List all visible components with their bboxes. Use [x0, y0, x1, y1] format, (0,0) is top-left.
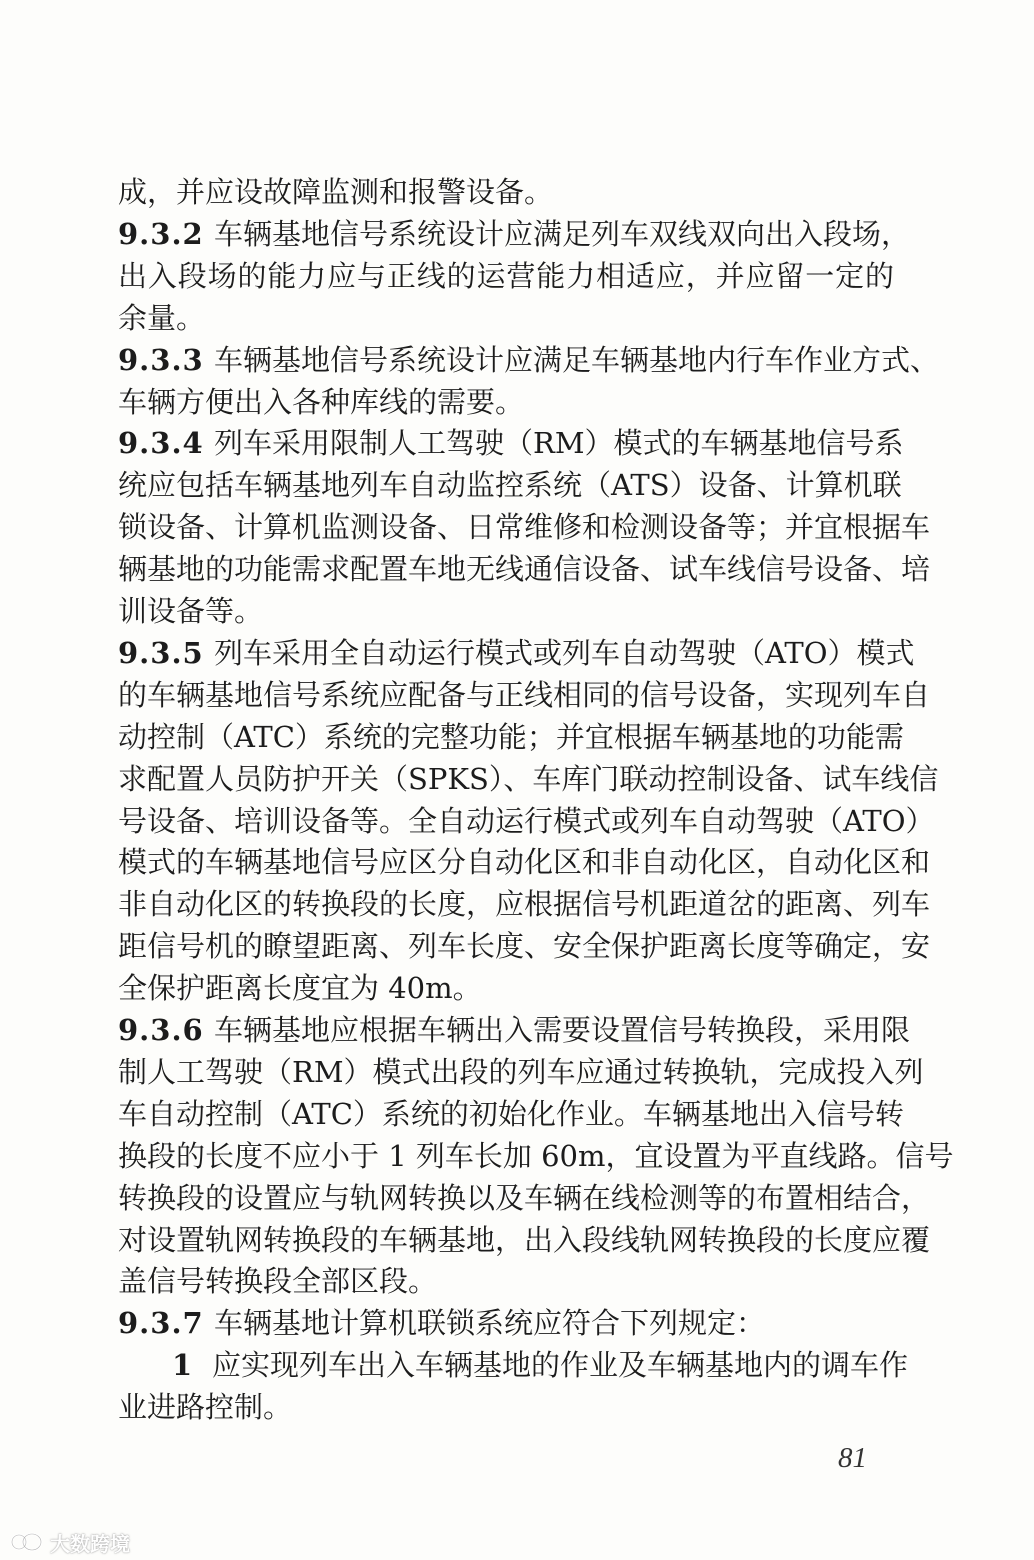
clause-first-line: [118, 1303, 894, 1344]
text-line: [118, 1052, 924, 1093]
line-text: 车辆基地信号系统设计应满足列车双线双向出入段场，: [214, 216, 911, 251]
line-text: 模式的车辆基地信号应区分自动化区和非自动化区，自动化区和: [118, 845, 931, 880]
line-text: 换段的长度不应小于 1 列车长加 60m，宜设置为平直线路。信号: [118, 1138, 954, 1173]
text-line: [118, 382, 894, 423]
text-line: [118, 801, 935, 842]
line-text: 出入段场的能力应与正线的运营能力相适应，并应留一定的: [118, 258, 894, 293]
line-text: 车自动控制（ATC）系统的初始化作业。车辆基地出入信号转: [118, 1096, 904, 1131]
text-line: [118, 968, 894, 1009]
clause-first-line: [118, 340, 940, 381]
text-line: [118, 465, 902, 506]
clause-number: 9.3.7: [118, 1306, 204, 1341]
line-text: 列车采用限制人工驾驶（RM）模式的车辆基地信号系: [214, 426, 904, 461]
line-text: 距信号机的瞭望距离、列车长度、安全保护距离长度等确定，安: [118, 929, 931, 964]
line-text: 全保护距离长度宜为 40m。: [118, 971, 482, 1006]
line-text: 非自动化区的转换段的长度，应根据信号机距道岔的距离、列车: [118, 887, 931, 922]
text-line: [118, 549, 931, 590]
clause-first-line: [118, 633, 915, 674]
clause-number: 9.3.2: [118, 216, 204, 251]
line-text: 应实现列车出入车辆基地的作业及车辆基地内的调车作: [212, 1348, 909, 1383]
line-text: 车辆基地计算机联锁系统应符合下列规定：: [214, 1306, 766, 1341]
text-line: [118, 926, 931, 967]
text-line: [118, 717, 904, 758]
line-text: 锁设备、计算机监测设备、日常维修和检测设备等；并宜根据车: [118, 510, 931, 545]
clause-number: 9.3.4: [118, 426, 204, 461]
line-text: 统应包括车辆基地列车自动监控系统（ATS）设备、计算机联: [118, 468, 902, 503]
line-text: 业进路控制。: [118, 1390, 293, 1425]
text-line: [118, 256, 894, 297]
text-line: [118, 842, 931, 883]
clause-number: 9.3.3: [118, 342, 204, 377]
text-line: [118, 759, 939, 800]
text-line: [118, 1136, 954, 1177]
line-text: 转换段的设置应与轨网转换以及车辆在线检测等的布置相结合，: [118, 1180, 931, 1215]
line-text: 号设备、培训设备等。全自动运行模式或列车自动驾驶（ATO）: [118, 803, 935, 838]
line-text: 对设置轨网转换段的车辆基地，出入段线轨网转换段的长度应覆: [118, 1222, 931, 1257]
clause-first-line: [172, 1345, 909, 1386]
text-line: [118, 1220, 931, 1261]
clause-number: 9.3.5: [118, 635, 204, 670]
clause-first-line: [118, 214, 911, 255]
clause-first-line: [118, 423, 904, 464]
line-text: 余量。: [118, 300, 206, 335]
line-text: 车辆基地应根据车辆出入需要设置信号转换段，采用限: [214, 1013, 911, 1047]
watermark-text: 大数跨境: [50, 1531, 130, 1556]
line-text: 列车采用全自动运行模式或列车自动驾驶（ATO）模式: [214, 635, 915, 670]
text-line: [118, 884, 931, 925]
text-line: [118, 172, 894, 213]
clause-number: 9.3.6: [118, 1013, 204, 1047]
line-text: 成，并应设故障监测和报警设备。: [118, 175, 554, 209]
text-line: [118, 1387, 894, 1428]
line-text: 动控制（ATC）系统的完整功能；并宜根据车辆基地的功能需: [118, 719, 904, 754]
text-line: [118, 591, 894, 632]
page-number: 81: [838, 1442, 867, 1474]
watermark-logo-icon: [10, 1531, 44, 1553]
text-line: [118, 1178, 931, 1219]
line-text: 盖信号转换段全部区段。: [118, 1264, 438, 1299]
clause-first-line: [118, 1010, 911, 1051]
watermark: [10, 1528, 130, 1556]
text-line: [118, 675, 931, 716]
text-line: [118, 298, 894, 339]
item-number: 1: [172, 1348, 194, 1383]
line-text: 的车辆基地信号系统应配备与正线相同的信号设备，实现列车自: [118, 677, 931, 712]
line-text: 训设备等。: [118, 594, 264, 628]
text-line: [118, 1261, 894, 1302]
line-text: 制人工驾驶（RM）模式出段的列车应通过转换轨，完成投入列: [118, 1054, 924, 1089]
line-text: 辆基地的功能需求配置车地无线通信设备、试车线信号设备、培: [118, 552, 931, 587]
line-text: 求配置人员防护开关（SPKS）、车库门联动控制设备、试车线信: [118, 761, 939, 796]
text-line: [118, 1094, 904, 1135]
text-line: [118, 507, 931, 548]
line-text: 车辆基地信号系统设计应满足车辆基地内行车作业方式、: [214, 342, 940, 377]
line-text: 车辆方便出入各种库线的需要。: [118, 384, 525, 419]
